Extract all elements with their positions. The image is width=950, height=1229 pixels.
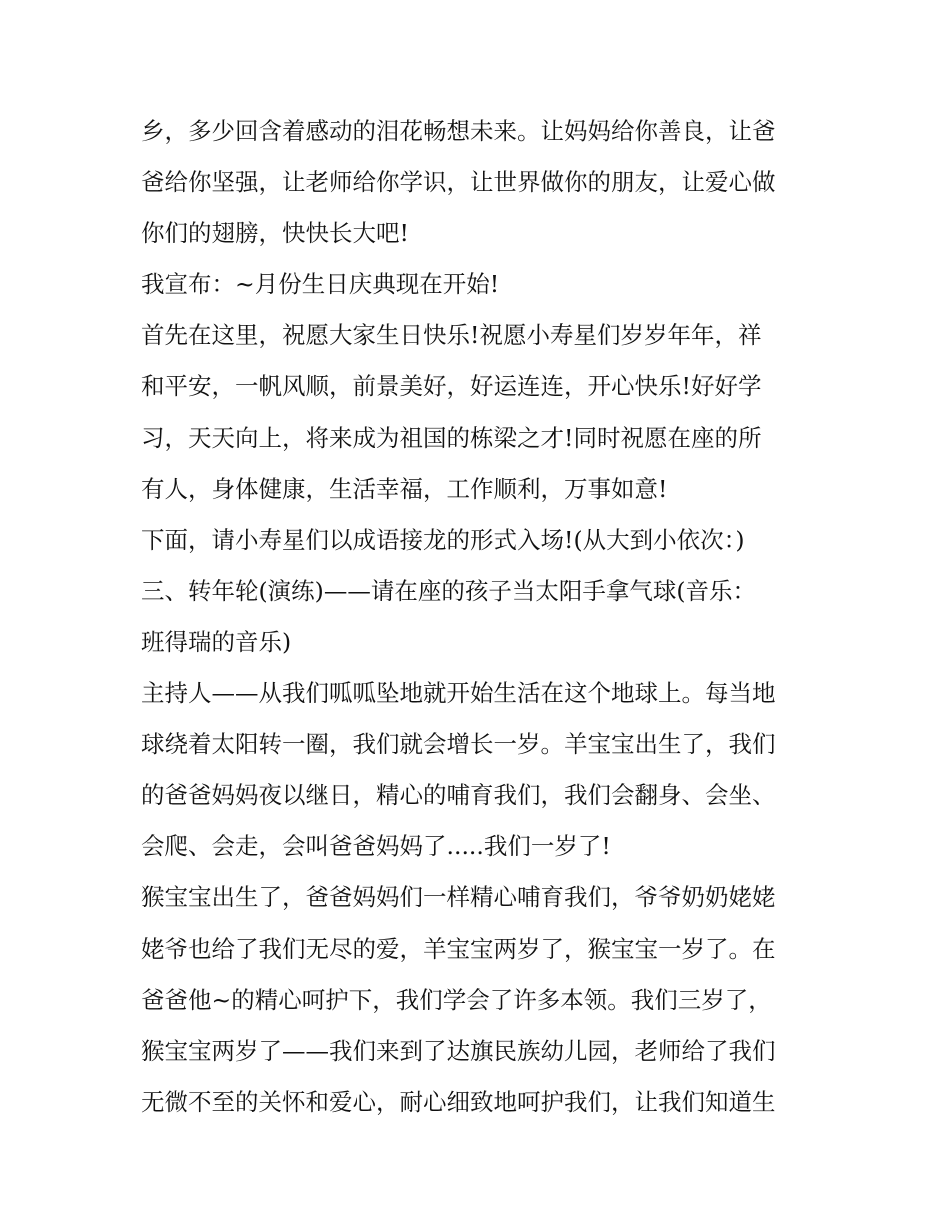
text-line: 下面，请小寿星们以成语接龙的形式入场!(从大到小依次：) bbox=[141, 525, 745, 554]
text-line: 主持人——从我们呱呱坠地就开始生活在这个地球上。每当地 bbox=[141, 679, 776, 708]
text-line: 首先在这里，祝愿大家生日快乐!祝愿小寿星们岁岁年年，祥 bbox=[141, 321, 762, 350]
text-line: 球绕着太阳转一圈，我们就会增长一岁。羊宝宝出生了，我们 bbox=[141, 730, 776, 759]
text-line: 和平安，一帆风顺，前景美好，好运连连，开心快乐!好好学 bbox=[141, 372, 762, 401]
text-line: 的爸爸妈妈夜以继日，精心的哺育我们，我们会翻身、会坐、 bbox=[141, 781, 776, 810]
text-line: 爸爸他~的精心呵护下，我们学会了许多本领。我们三岁了， bbox=[141, 985, 772, 1014]
text-line: 猴宝宝出生了，爸爸妈妈们一样精心哺育我们，爷爷奶奶姥姥 bbox=[141, 883, 776, 912]
text-line: 有人，身体健康，生活幸福，工作顺利，万事如意! bbox=[141, 474, 668, 503]
text-line: 习，天天向上，将来成为祖国的栋梁之才!同时祝愿在座的所 bbox=[141, 423, 762, 452]
text-line: 三、转年轮(演练)——请在座的孩子当太阳手拿气球(音乐： bbox=[141, 576, 757, 605]
text-line: 乡，多少回含着感动的泪花畅想未来。让妈妈给你善良，让爸 bbox=[141, 117, 776, 145]
text-line: 会爬、会走，会叫爸爸妈妈了.....我们一岁了! bbox=[141, 832, 611, 861]
body-text bbox=[141, 106, 821, 1128]
text-line: 我宣布：~月份生日庆典现在开始! bbox=[141, 270, 500, 299]
text-line: 你们的翅膀，快快长大吧! bbox=[141, 219, 409, 248]
text-line: 爸给你坚强，让老师给你学识，让世界做你的朋友，让爱心做 bbox=[141, 168, 776, 197]
text-line: 猴宝宝两岁了——我们来到了达旗民族幼儿园，老师给了我们 bbox=[141, 1036, 776, 1065]
text-line: 班得瑞的音乐) bbox=[141, 627, 292, 656]
text-line: 无微不至的关怀和爱心，耐心细致地呵护我们，让我们知道生 bbox=[141, 1087, 776, 1116]
text-line: 姥爷也给了我们无尽的爱，羊宝宝两岁了，猴宝宝一岁了。在 bbox=[141, 934, 776, 963]
